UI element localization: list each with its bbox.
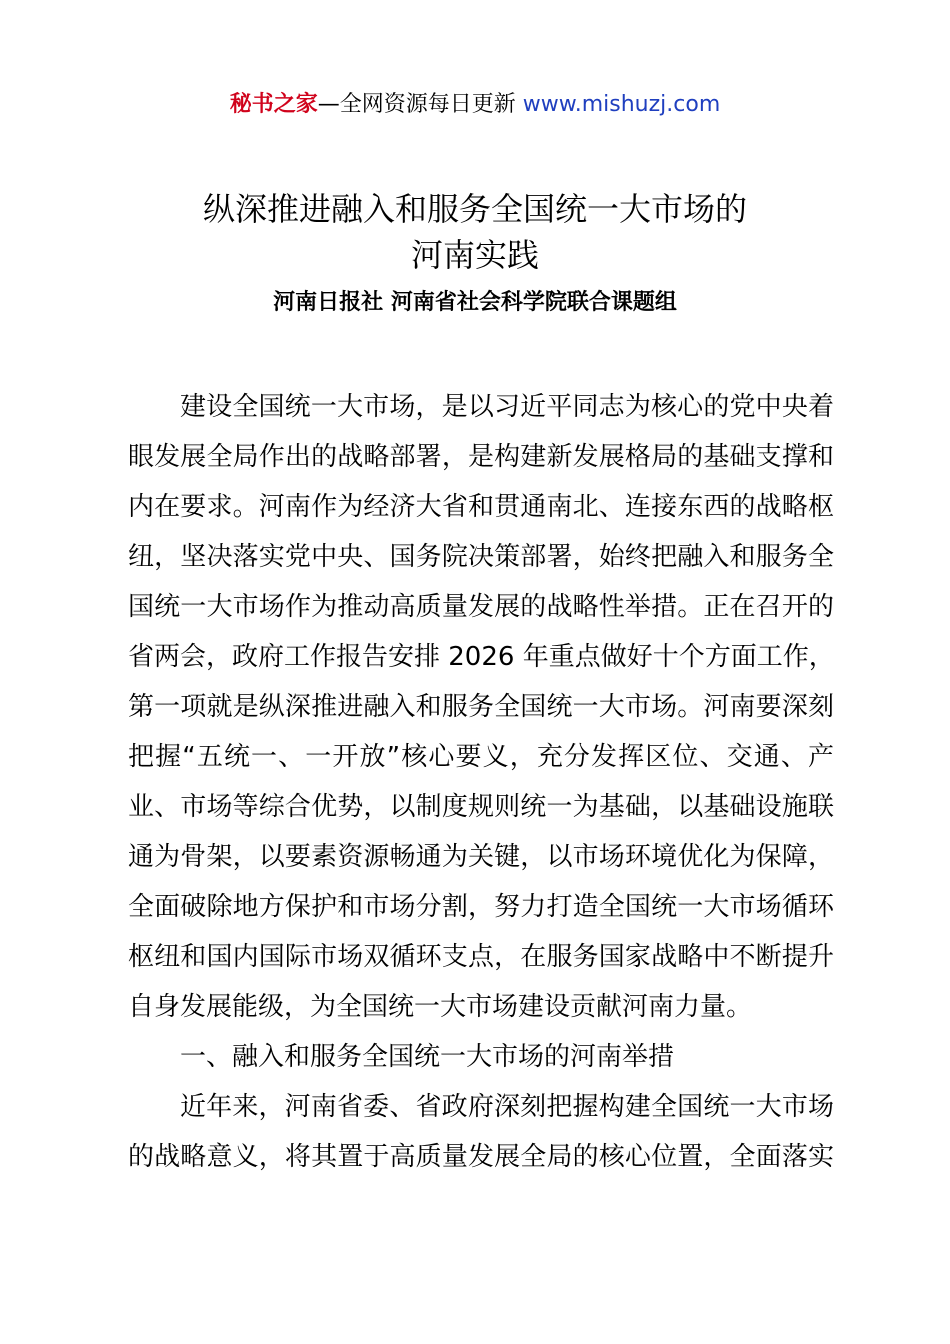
body-line: 自身发展能级，为全国统一大市场建设贡献河南力量。 xyxy=(128,992,753,1022)
title-line-2: 河南实践 xyxy=(410,236,539,274)
site-url-link[interactable]: www.mishuzj.com xyxy=(522,92,721,117)
body-line: 省两会，政府工作报告安排 2026 年重点做好十个方面工作， xyxy=(128,642,835,672)
section-heading: 一、融入和服务全国统一大市场的河南举措 xyxy=(180,1042,675,1072)
article-title xyxy=(0,186,950,278)
article-authors: 河南日报社 河南省社会科学院联合课题组 xyxy=(273,290,677,315)
body-line: 第一项就是纵深推进融入和服务全国统一大市场。河南要深刻 xyxy=(128,692,834,722)
body-line: 枢纽和国内国际市场双循环支点，在服务国家战略中不断提升 xyxy=(128,942,834,972)
body-line: 把握“五统一、一开放”核心要义，充分发挥区位、交通、产 xyxy=(128,742,834,772)
body-line: 通为骨架，以要素资源畅通为关键，以市场环境优化为保障， xyxy=(128,842,834,872)
body-line: 内在要求。河南作为经济大省和贯通南北、连接东西的战略枢 xyxy=(128,492,834,522)
body-line: 国统一大市场作为推动高质量发展的战略性举措。正在召开的 xyxy=(128,592,834,622)
header-tagline: —全网资源每日更新 xyxy=(317,92,523,117)
body-line: 近年来，河南省委、省政府深刻把握构建全国统一大市场 xyxy=(180,1092,834,1122)
body-line: 纽，坚决落实党中央、国务院决策部署，始终把融入和服务全 xyxy=(128,542,834,572)
title-line-1: 纵深推进融入和服务全国统一大市场的 xyxy=(202,190,747,228)
article-body xyxy=(128,382,834,1182)
body-line: 眼发展全局作出的战略部署，是构建新发展格局的基础支撑和 xyxy=(128,442,834,472)
site-header xyxy=(0,88,950,122)
brand-name: 秘书之家 xyxy=(229,92,318,117)
body-line: 建设全国统一大市场，是以习近平同志为核心的党中央着 xyxy=(180,392,834,422)
body-line: 业、市场等综合优势，以制度规则统一为基础，以基础设施联 xyxy=(128,792,834,822)
body-line: 的战略意义，将其置于高质量发展全局的核心位置，全面落实 xyxy=(128,1142,834,1172)
body-line: 全面破除地方保护和市场分割，努力打造全国统一大市场循环 xyxy=(128,892,834,922)
